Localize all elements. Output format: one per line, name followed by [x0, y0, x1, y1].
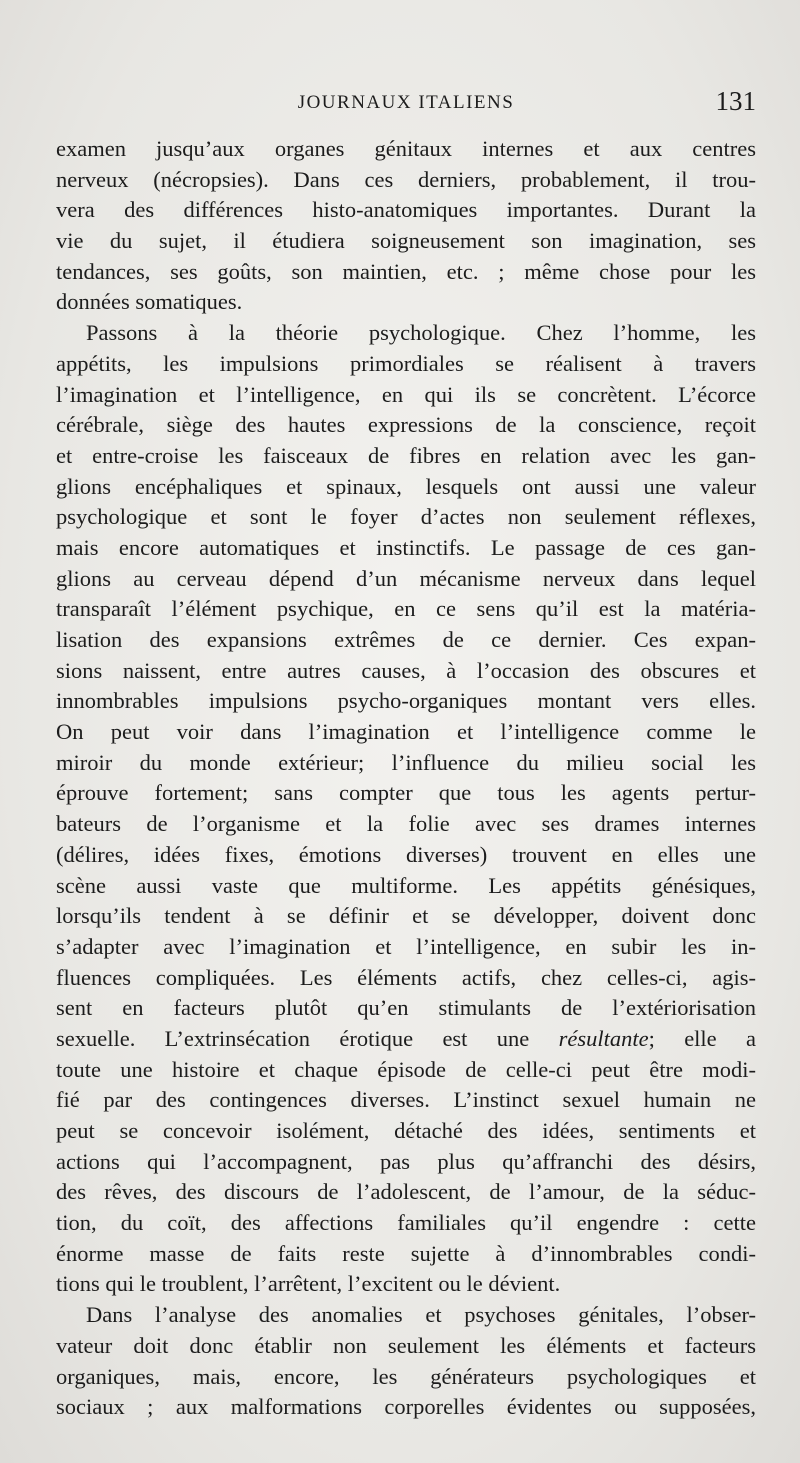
italic-word: résultante — [558, 1025, 649, 1051]
text-line: psychologique et sont le foyer d’actes non seulement réflexes, — [56, 504, 756, 530]
text-line: vera des différences histo-anatomiques importantes. Durant la — [56, 197, 756, 223]
text-line: Dans l’analyse des anomalies et psychoses génitales, l’obser- — [86, 1302, 756, 1328]
text-line: organiques, mais, encore, les générateurs psychologiques et — [56, 1363, 756, 1389]
text-line: tendances, ses goûts, son maintien, etc. ; même chose pour les — [56, 258, 756, 284]
text-line: données somatiques. — [56, 289, 243, 315]
text-line: glions encéphaliques et spinaux, lesquels ont aussi une valeur — [56, 473, 756, 499]
text-line: des rêves, des discours de l’adolescent, de l’amour, de la séduc- — [56, 1179, 756, 1205]
text-line: lorsqu’ils tendent à se définir et se développer, doivent donc — [56, 903, 756, 929]
text-segment: ; elle a — [648, 1025, 756, 1051]
text-line: nerveux (nécropsies). Dans ces derniers, probablement, il trou- — [56, 166, 756, 192]
text-line: énorme masse de faits reste sujette à d’innombrables condi- — [56, 1240, 756, 1266]
text-line: On peut voir dans l’imagination et l’intelligence comme le — [56, 719, 756, 745]
text-line: scène aussi vaste que multiforme. Les appétits génésiques, — [56, 872, 756, 898]
text-line: peut se concevoir isolément, détaché des idées, sentiments et — [56, 1118, 756, 1143]
text-line: et entre-croise les faisceaux de fibres en relation avec les gan- — [56, 442, 756, 468]
text-line: (délires, idées fixes, émotions diverses) trouvent en elles une — [56, 841, 756, 867]
text-line: vateur doit donc établir non seulement les éléments et facteurs — [56, 1332, 756, 1358]
text-line: sent en facteurs plutôt qu’en stimulants de l’extériorisation — [56, 995, 756, 1021]
text-line: tion, du coït, des affections familiales qu’il engendre : cette — [56, 1210, 756, 1236]
text-line: cérébrale, siège des hautes expressions de la conscience, reçoit — [56, 412, 756, 438]
text-segment: sexuelle. L’extrinsécation érotique est une — [56, 1025, 559, 1051]
page-number: 131 — [715, 86, 756, 116]
text-line: innombrables impulsions psycho-organiques montant vers elles. — [56, 688, 756, 714]
text-line: appétits, les impulsions primordiales se réalisent à travers — [56, 350, 756, 376]
text-line: s’adapter avec l’imagination et l’intelligence, en subir les in- — [56, 933, 756, 959]
text-line: bateurs de l’organisme et la folie avec ses drames internes — [56, 811, 756, 837]
text-line: vie du sujet, il étudiera soigneusement son imagination, ses — [56, 228, 756, 254]
text-line-with-italic — [56, 1024, 756, 1055]
text-line: actions qui l’accompagnent, pas plus qu’affranchi des désirs, — [56, 1148, 756, 1174]
text-line: Passons à la théorie psychologique. Chez l’homme, les — [86, 320, 756, 346]
text-line: tions qui le troublent, l’arrêtent, l’excitent ou le dévient. — [56, 1271, 561, 1297]
body-text — [56, 134, 756, 1423]
text-line: lisation des expansions extrêmes de ce dernier. Ces expan- — [56, 627, 756, 652]
text-line: fié par des contingences diverses. L’instinct sexuel humain ne — [56, 1087, 756, 1113]
text-line: fluences compliquées. Les éléments actifs, chez celles-ci, agis- — [56, 964, 756, 990]
text-line: sociaux ; aux malformations corporelles évidentes ou supposées, — [56, 1394, 756, 1420]
text-line: éprouve fortement; sans compter que tous les agents pertur- — [56, 780, 756, 806]
text-line: l’imagination et l’intelligence, en qui ils se concrètent. L’écorce — [56, 381, 756, 407]
text-line: miroir du monde extérieur; l’influence du milieu social les — [56, 749, 756, 775]
text-line: examen jusqu’aux organes génitaux internes et aux centres — [56, 136, 756, 161]
text-line: toute une histoire et chaque épisode de celle-ci peut être modi- — [56, 1056, 756, 1082]
running-title: JOURNAUX ITALIENS — [297, 92, 515, 113]
text-line: glions au cerveau dépend d’un mécanisme nerveux dans lequel — [56, 565, 756, 591]
running-head — [56, 86, 756, 120]
text-line: sions naissent, entre autres causes, à l’occasion des obscures et — [56, 657, 756, 683]
text-line: transparaît l’élément psychique, en ce sens qu’il est la matéria- — [56, 596, 756, 622]
text-line: mais encore automatiques et instinctifs. Le passage de ces gan- — [56, 534, 756, 560]
